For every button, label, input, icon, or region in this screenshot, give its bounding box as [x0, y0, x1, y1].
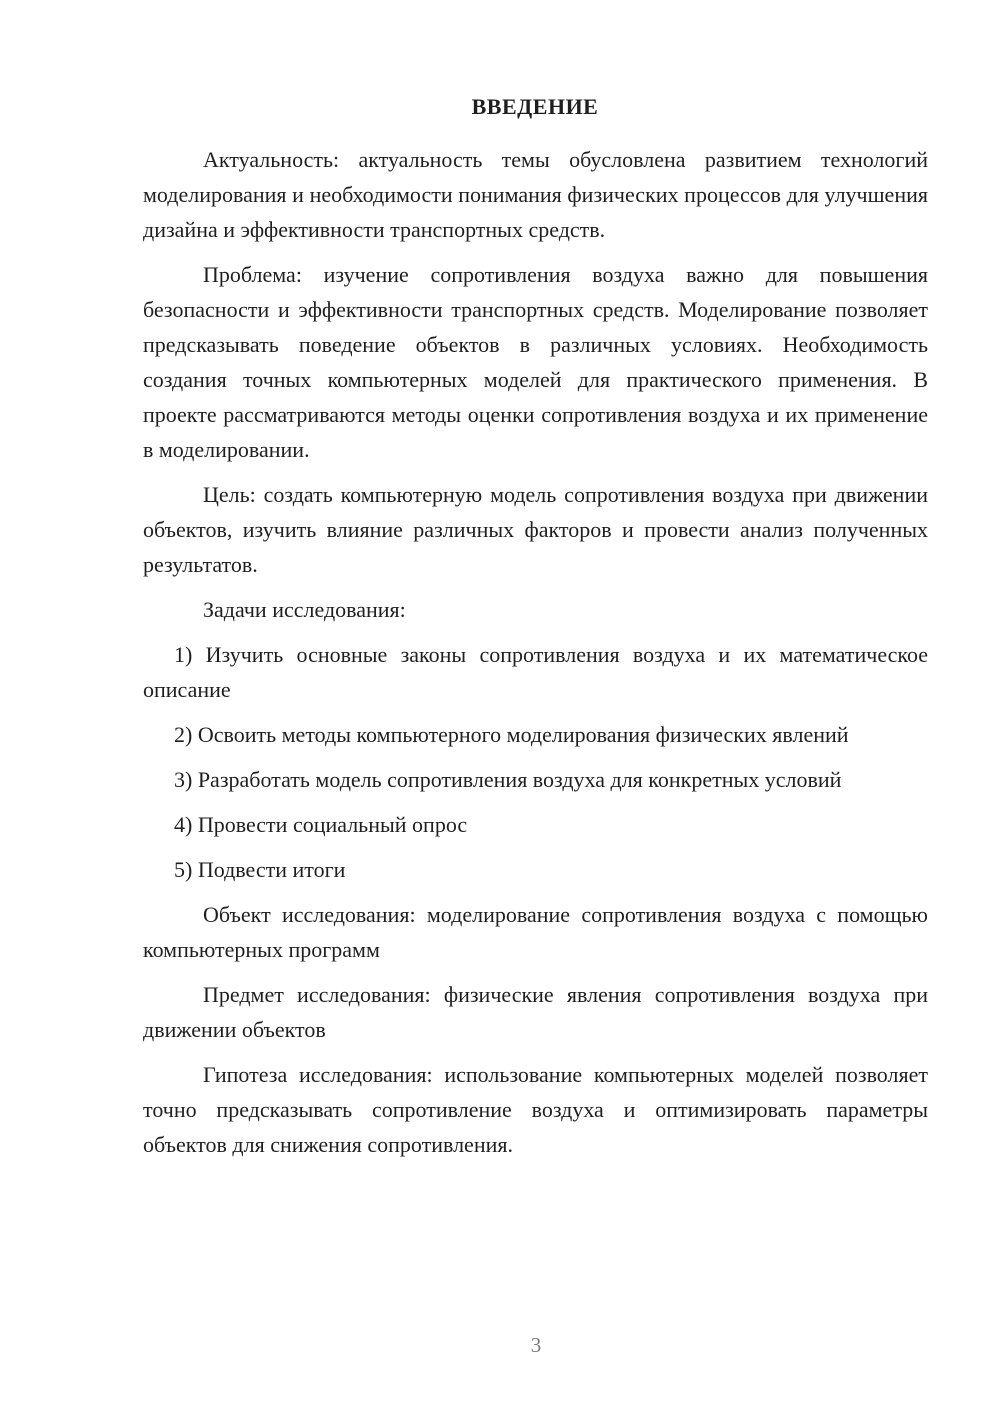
document-body [143, 142, 928, 1172]
task-item: 3) Разработать модель сопротивления воздуха для конкретных условий [174, 767, 842, 792]
tasks-heading: Задачи исследования: [203, 597, 406, 622]
relevance-paragraph: Актуальность: актуальность темы обусловлена развитием технологий моделирования и необходимости понимания физических процессов для улучшения дизайна и эффективности транспортных средств. [143, 147, 928, 242]
task-item: 1) Изучить основные законы сопротивления воздуха и их математическое описание [143, 642, 928, 702]
research-subject-paragraph: Предмет исследования: физические явления сопротивления воздуха при движении объектов [143, 982, 928, 1042]
page-title: ВВЕДЕНИЕ [471, 94, 599, 119]
task-item: 2) Освоить методы компьютерного моделирования физических явлений [174, 722, 849, 747]
task-item: 5) Подвести итоги [174, 857, 346, 882]
page-number: 3 [530, 1333, 542, 1357]
research-object-paragraph: Объект исследования: моделирование сопротивления воздуха с помощью компьютерных программ [143, 902, 928, 962]
task-item: 4) Провести социальный опрос [174, 812, 468, 837]
hypothesis-paragraph: Гипотеза исследования: использование компьютерных моделей позволяет точно предсказывать сопротивление воздуха и оптимизировать параметры объектов для снижения сопротивления. [143, 1062, 928, 1157]
problem-paragraph: Проблема: изучение сопротивления воздуха важно для повышения безопасности и эффективности транспортных средств. Моделирование позволяет предсказывать поведение объектов в различных условиях. Необходимость создания точных компьютерных моделей для практического применения. В проекте рассматриваются методы оценки сопротивления воздуха и их применение в моделировании. [143, 262, 928, 462]
goal-paragraph: Цель: создать компьютерную модель сопротивления воздуха при движении объектов, изучить влияние различных факторов и провести анализ полученных результатов. [143, 482, 928, 577]
